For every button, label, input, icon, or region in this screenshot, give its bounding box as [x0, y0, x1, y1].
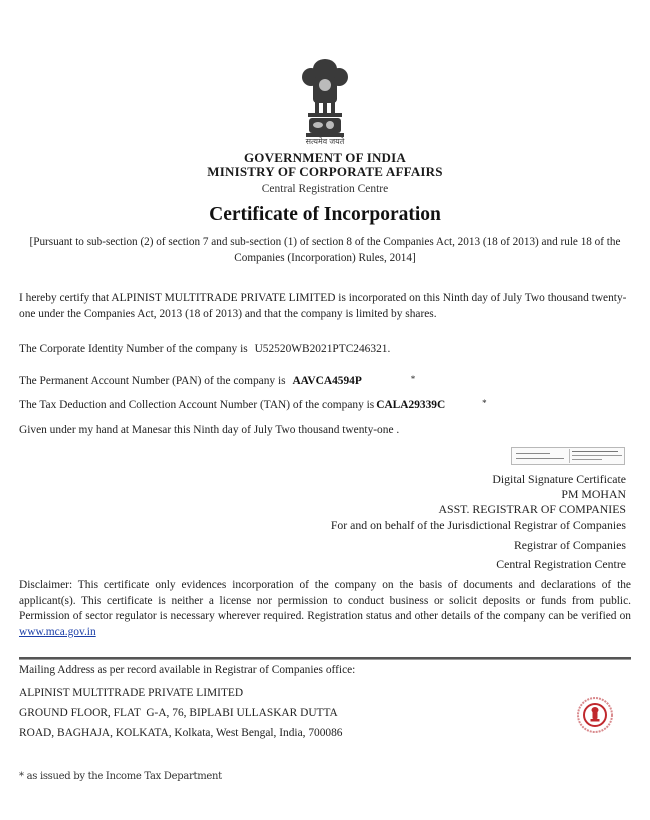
- tan-value: CALA29339C: [376, 399, 446, 411]
- cin-label: The Corporate Identity Number of the company is: [19, 343, 248, 355]
- certificate-title: Certificate of Incorporation: [209, 204, 441, 225]
- emblem-motto: सत्यमेव जयते: [305, 137, 345, 146]
- pursuant-clause: [Pursuant to sub-section (2) of section 7 and sub-section (1) of section 8 of the Companies Act, 2013 (18 of 2013) and rule 18 of the Companies (Incorporation) Rules, 2014]: [29, 236, 621, 264]
- section-divider: [19, 657, 631, 659]
- official-seal-icon: [576, 696, 614, 734]
- pan-line: [19, 371, 639, 389]
- cin-value: U52520WB2021PTC246321.: [254, 343, 391, 355]
- national-emblem-icon: [296, 55, 354, 145]
- signatory-behalf: For and on behalf of the Jurisdictional Registrar of Companies: [330, 518, 626, 532]
- mca-website-link[interactable]: www.mca.gov.in: [19, 625, 96, 638]
- tan-footnote-marker: *: [482, 398, 487, 408]
- ministry-heading: MINISTRY OF CORPORATE AFFAIRS: [207, 164, 443, 179]
- digital-signature-stamp-icon: [511, 447, 625, 465]
- signatory-designation: ASST. REGISTRAR OF COMPANIES: [438, 502, 626, 516]
- mailing-address-line1: GROUND FLOOR, FLAT G-A, 76, BIPLABI ULLASKAR DUTTA: [19, 707, 338, 719]
- mailing-heading: Mailing Address as per record available in Registrar of Companies office:: [19, 664, 356, 676]
- certify-paragraph: I hereby certify that ALPINIST MULTITRADE PRIVATE LIMITED is incorporated on this Ninth day of July Two thousand twenty-one under the Companies Act, 2013 (18 of 2013) and that the company is limited by shares.: [19, 292, 627, 320]
- pan-value: AAVCA4594P: [292, 375, 362, 387]
- signatory-centre: Central Registration Centre: [496, 557, 626, 571]
- mailing-company-name: ALPINIST MULTITRADE PRIVATE LIMITED: [19, 687, 244, 699]
- tan-line: [19, 395, 639, 413]
- footnote: * as issued by the Income Tax Department: [19, 771, 222, 782]
- cin-line: [19, 341, 639, 357]
- centre-subheading: Central Registration Centre: [261, 183, 389, 195]
- mailing-address-line2: ROAD, BAGHAJA, KOLKATA, Kolkata, West Bengal, India, 700086: [19, 727, 343, 739]
- signatory-office: Registrar of Companies: [513, 538, 626, 552]
- signature-type: Digital Signature Certificate: [492, 472, 626, 486]
- disclaimer: [19, 578, 631, 640]
- given-under-hand: Given under my hand at Manesar this Ninth day of July Two thousand twenty-one .: [19, 424, 400, 436]
- signatory-name: PM MOHAN: [561, 487, 626, 501]
- disclaimer-text: Disclaimer: This certificate only evidences incorporation of the company on the basis of documents and declarations of the applicant(s). This certificate is neither a license nor permission to conduct business or solicit deposits or funds from public. Permission of sector regulator is necessary wherever required. Registration status and other details of the company can be verified on: [19, 579, 631, 622]
- government-heading: GOVERNMENT OF INDIA: [244, 150, 406, 165]
- pan-label: The Permanent Account Number (PAN) of the company is: [19, 375, 286, 387]
- pan-footnote-marker: *: [410, 374, 416, 384]
- tan-label: The Tax Deduction and Collection Account Number (TAN) of the company is: [19, 399, 375, 411]
